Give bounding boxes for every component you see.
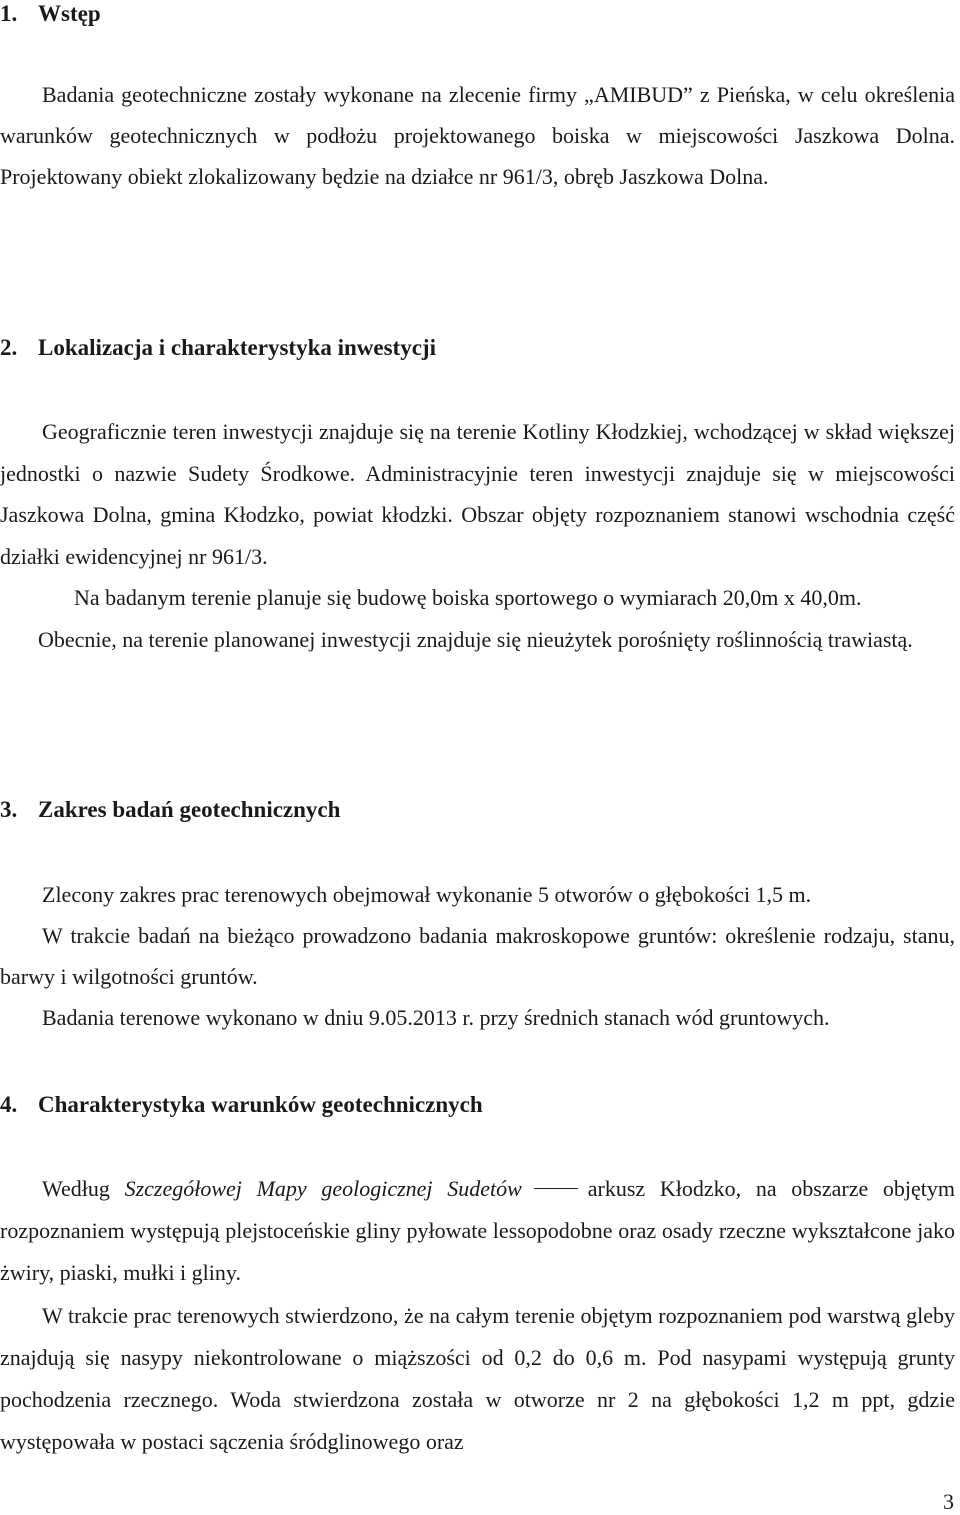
em-dash xyxy=(534,1188,578,1189)
section-1-paragraph: Badania geotechniczne zostały wykonane na zlecenie firmy „AMIBUD” z Pieńska, w celu określenia warunków geotechnicznych w podłożu projektowanego boiska w miejscowości Jaszkowa Dolna. Projektowany obiekt zlokalizowany będzie na działce nr 961/3, obręb Jaszkowa Dolna. xyxy=(0,82,955,189)
section-3-title: Zakres badań geotechnicznych xyxy=(38,797,341,822)
section-3-paragraph-2: W trakcie badań na bieżąco prowadzono badania makroskopowe gruntów: określenie rodzaju, stanu, barwy i wilgotności gruntów. xyxy=(0,923,955,989)
section-3-body xyxy=(0,874,955,1038)
section-4-number: 4. xyxy=(0,1092,18,1117)
section-1-title: Wstęp xyxy=(38,1,101,26)
section-4-title: Charakterystyka warunków geotechnicznych xyxy=(38,1092,483,1117)
section-2-body xyxy=(0,411,955,660)
page-number: 3 xyxy=(943,1489,954,1514)
section-1-body xyxy=(0,74,955,197)
map-title: Szczegółowej Mapy geologicznej Sudetów xyxy=(124,1176,522,1201)
section-1-number: 1. xyxy=(0,1,18,26)
section-3-number: 3. xyxy=(0,797,18,822)
section-4-lead: Według xyxy=(42,1176,110,1201)
section-2-paragraph-2: Na badanym terenie planuje się budowę boiska sportowego o wymiarach 20,0m x 40,0m. xyxy=(74,585,862,610)
section-2-title: Lokalizacja i charakterystyka inwestycji xyxy=(38,335,436,360)
section-2-number: 2. xyxy=(0,335,18,360)
section-2-paragraph-1: Geograficznie teren inwestycji znajduje się na terenie Kotliny Kłodzkiej, wchodzącej w skład większej jednostki o nazwie Sudety Środkowe. Administracyjnie teren inwestycji znajduje się w miejscowości Jaszkowa Dolna, gmina Kłodzko, powiat kłodzki. Obszar objęty rozpoznaniem stanowi wschodnia część działki ewidencyjnej nr 961/3. xyxy=(0,419,955,569)
section-3-heading xyxy=(0,796,340,824)
section-2-heading xyxy=(0,334,436,362)
section-1-heading xyxy=(0,0,101,28)
section-3-paragraph-3: Badania terenowe wykonano w dniu 9.05.2013 r. przy średnich stanach wód gruntowych. xyxy=(42,1005,830,1030)
section-4-paragraph-2: W trakcie prac terenowych stwierdzono, że na całym terenie objętym rozpoznaniem pod warstwą gleby znajdują się nasypy niekontrolowane o miąższości od 0,2 do 0,6 m. Pod nasypami występują grunty pochodzenia rzecznego. Woda stwierdzona została w otworze nr 2 na głębokości 1,2 m ppt, gdzie występowała w postaci sączenia śródglinowego oraz xyxy=(0,1302,955,1455)
section-4-rest: arkusz Kłodzko, na obszarze objętym rozpoznaniem występują plejstoceńskie gliny pyłowate lessopodobne oraz osady rzeczne wykształcone jako żwiry, piaski, mułki i gliny. xyxy=(0,1176,956,1286)
section-4-paragraph-1 xyxy=(0,1168,955,1295)
section-3-paragraph-1: Zlecony zakres prac terenowych obejmował wykonanie 5 otworów o głębokości 1,5 m. xyxy=(42,882,812,907)
section-4-heading xyxy=(0,1091,483,1119)
section-2-paragraph-3: Obecnie, na terenie planowanej inwestycji znajduje się nieużytek porośnięty roślinnością trawiastą. xyxy=(38,626,913,652)
section-4-body xyxy=(0,1168,955,1463)
